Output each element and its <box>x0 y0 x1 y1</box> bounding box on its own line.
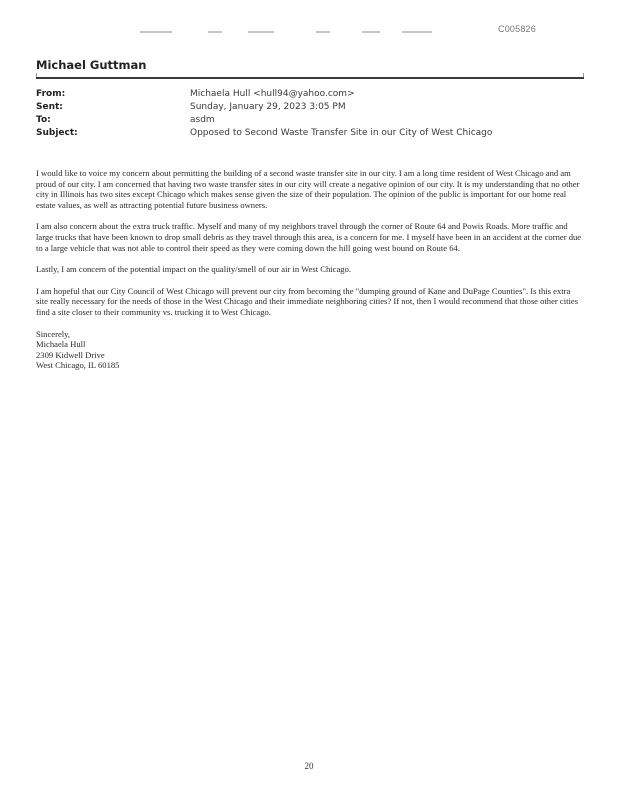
sent-label: Sent: <box>36 102 63 112</box>
header-divider <box>36 77 584 79</box>
from-row <box>36 87 584 101</box>
subject-label: Subject: <box>36 128 78 138</box>
email-body <box>36 168 584 371</box>
subject-row <box>36 126 584 140</box>
signature-block <box>36 329 584 371</box>
to-value: asdm <box>190 115 215 125</box>
signature-name: Michaela Hull <box>36 339 86 350</box>
page-number: 20 <box>304 761 314 771</box>
signature-closing: Sincerely, <box>36 328 71 339</box>
mailbox-owner-name: Michael Guttman <box>36 58 147 72</box>
subject-value: Opposed to Second Waste Transfer Site in our City of West Chicago <box>190 128 493 138</box>
faint-header-marks <box>140 31 440 35</box>
sent-value: Sunday, January 29, 2023 3:05 PM <box>190 102 346 112</box>
from-value: Michaela Hull <hull94@yahoo.com> <box>190 89 355 99</box>
from-label: From: <box>36 89 66 99</box>
signature-street: 2309 Kidwell Drive <box>36 349 105 360</box>
to-label: To: <box>36 115 51 125</box>
body-paragraph-4: I am hopeful that our City Council of West Chicago will prevent our city from becoming the "dumping ground of Kane and DuPage Counties". Is this extra site really necessary for the needs of those in the West Chicago and their immediate neighboring cities? If not, then I would recommend that those other cities find a site closer to their community vs. trucking it to West Chicago. <box>36 285 579 317</box>
sent-row <box>36 100 584 114</box>
to-row <box>36 113 584 127</box>
body-paragraph-3: Lastly, I am concern of the potential impact on the quality/smell of our air in West Chicago. <box>36 264 352 275</box>
body-paragraph-2: I am also concern about the extra truck traffic. Myself and many of my neighbors travel through the corner of Route 64 and Powis Roads. More traffic and large trucks that have been known to drop small debris as they travel through this area, is a concern for me. I myself have been in an accident at the corner due to a large vehicle that was not able to control their speed as they were coming down the hill going west bound on Route 64. <box>36 221 582 253</box>
document-id: C005826 <box>498 24 536 34</box>
signature-city: West Chicago, IL 60185 <box>36 360 120 371</box>
body-paragraph-1: I would like to voice my concern about permitting the building of a second waste transfer site in our city. I am a long time resident of West Chicago and am proud of our city. I am concerned that having two waste transfer sites in our city will create a negative opinion of our city. It is my understanding that no other city in Illinois has two sites except Chicago which makes sense given the size of their population. The opinion of the public is important for our home real estate values, as well as attracting potential future business owners. <box>36 168 580 210</box>
